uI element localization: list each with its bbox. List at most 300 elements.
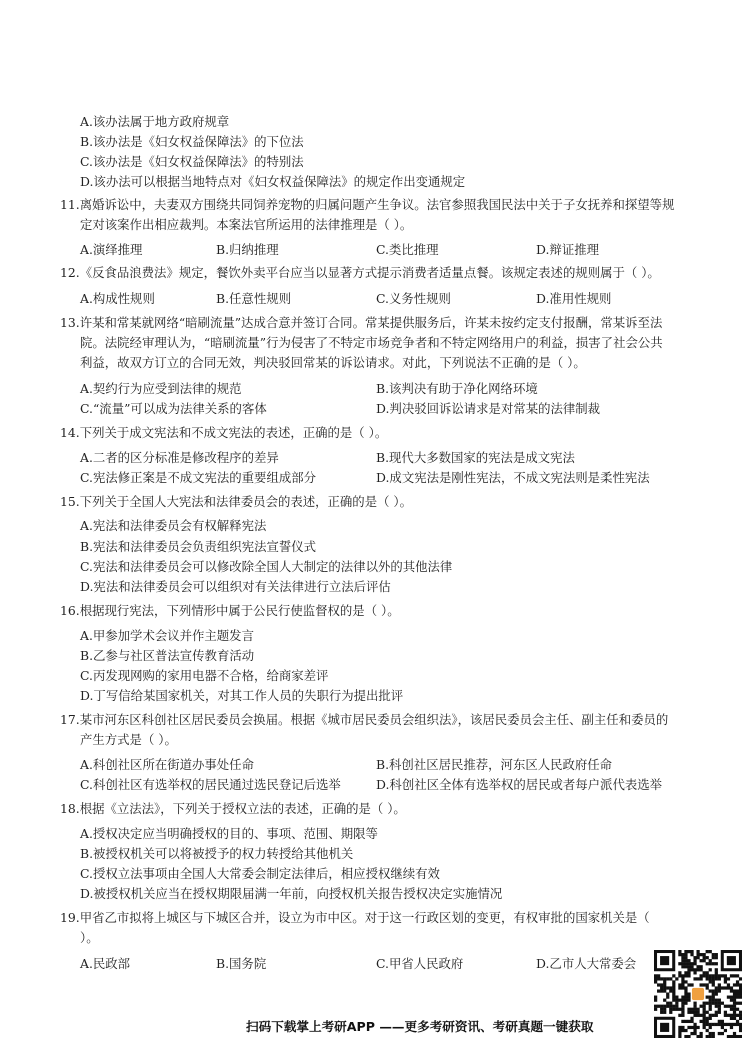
qr-module	[669, 989, 672, 992]
qr-module	[675, 1008, 678, 1011]
q19-stem-line2: ）。	[80, 930, 99, 945]
qr-module	[736, 996, 739, 999]
qr-module	[675, 996, 678, 999]
qr-module	[739, 1011, 742, 1014]
qr-module	[706, 974, 709, 977]
q16-option-d: D.丁写信给某国家机关，对其工作人员的失职行为提出批评	[80, 688, 404, 703]
qr-module	[703, 1005, 706, 1008]
qr-module	[706, 986, 709, 989]
qr-module	[672, 1008, 675, 1011]
q18-option-c: C.授权立法事项由全国人大常委会制定法律后，相应授权继续有效	[80, 866, 440, 881]
qr-module	[696, 950, 699, 953]
qr-module	[739, 983, 742, 986]
qr-module	[715, 1002, 718, 1005]
qr-module	[709, 1008, 712, 1011]
qr-module	[672, 989, 675, 992]
qr-module	[718, 986, 721, 989]
qr-module	[687, 992, 690, 995]
qr-module	[739, 1029, 742, 1032]
qr-module	[660, 1008, 663, 1011]
qr-module	[669, 1002, 672, 1005]
qr-module	[681, 999, 684, 1002]
q15-option-a: A.宪法和法律委员会有权解释宪法	[80, 518, 267, 533]
qr-module	[709, 977, 712, 980]
qr-module	[687, 1011, 690, 1014]
qr-module	[724, 974, 727, 977]
qr-module	[678, 1029, 681, 1032]
qr-module	[690, 1011, 693, 1014]
qr-module	[700, 1014, 703, 1017]
qr-module	[687, 1008, 690, 1011]
qr-module	[706, 996, 709, 999]
qr-module	[730, 1026, 733, 1029]
qr-module	[672, 986, 675, 989]
qr-module	[715, 1005, 718, 1008]
qr-module	[739, 1023, 742, 1026]
qr-module	[672, 974, 675, 977]
qr-module	[693, 1023, 696, 1026]
qr-module	[715, 999, 718, 1002]
qr-module	[681, 959, 684, 962]
qr-module	[730, 1017, 733, 1020]
qr-module	[681, 980, 684, 983]
qr-module	[693, 959, 696, 962]
download-app-footer: 扫码下载掌上考研APP ——更多考研资讯、考研真题一键获取	[246, 1019, 594, 1034]
qr-module	[693, 1029, 696, 1032]
qr-module	[693, 962, 696, 965]
qr-module	[727, 1035, 730, 1038]
qr-module	[678, 971, 681, 974]
qr-module	[724, 1029, 727, 1032]
qr-module	[654, 974, 657, 977]
qr-module	[693, 1011, 696, 1014]
qr-module	[681, 1005, 684, 1008]
qr-module	[693, 971, 696, 974]
qr-module	[687, 971, 690, 974]
q12-option-c: C.义务性规则	[376, 291, 451, 306]
q19-option-c: C.甲省人民政府	[376, 956, 464, 971]
qr-module	[696, 1008, 699, 1011]
qr-module	[687, 965, 690, 968]
qr-module	[690, 1017, 693, 1020]
qr-module	[718, 1008, 721, 1011]
qr-module	[669, 1008, 672, 1011]
q18-option-b: B.被授权机关可以将被授予的权力转授给其他机关	[80, 846, 354, 861]
qr-module	[733, 1014, 736, 1017]
qr-module	[681, 1002, 684, 1005]
qr-module	[709, 1005, 712, 1008]
qr-module	[663, 986, 666, 989]
qr-module	[663, 989, 666, 992]
qr-module	[736, 1020, 739, 1023]
qr-module	[715, 989, 718, 992]
qr-module	[736, 983, 739, 986]
qr-module	[681, 974, 684, 977]
q10-option-c: C.该办法是《妇女权益保障法》的特别法	[80, 154, 304, 169]
qr-module	[706, 1035, 709, 1038]
qr-module	[721, 1023, 724, 1026]
qr-module	[712, 962, 715, 965]
qr-module	[684, 953, 687, 956]
qr-module	[718, 1020, 721, 1023]
qr-module	[687, 1026, 690, 1029]
qr-module	[666, 992, 669, 995]
qr-module	[687, 962, 690, 965]
qr-module	[684, 965, 687, 968]
qr-module	[678, 953, 681, 956]
q13-stem-line3: 利益，故双方订立的合同无效，判决驳回常某的诉讼请求。对此，下列说法不正确的是（ ）。	[80, 355, 586, 370]
q13-stem-line2: 院。法院经审理认为，“暗刷流量”行为侵害了不特定市场竞争者和不特定网络用户的利益，损害了社会公共	[80, 335, 663, 350]
qr-module	[684, 956, 687, 959]
qr-module	[721, 974, 724, 977]
qr-module	[703, 1026, 706, 1029]
qr-module	[706, 1011, 709, 1014]
qr-module	[690, 1026, 693, 1029]
qr-module	[690, 953, 693, 956]
qr-module	[678, 1026, 681, 1029]
qr-module	[681, 1020, 684, 1023]
qr-module	[703, 1011, 706, 1014]
qr-module	[690, 962, 693, 965]
qr-module	[727, 1005, 730, 1008]
qr-module	[712, 992, 715, 995]
qr-module	[730, 1035, 733, 1038]
qr-module	[657, 983, 660, 986]
qr-module	[739, 1026, 742, 1029]
qr-module	[660, 983, 663, 986]
qr-module	[706, 956, 709, 959]
qr-module	[739, 989, 742, 992]
q11-stem-line2: 定对该案作出相应裁判。本案法官所运用的法律推理是（ ）。	[80, 217, 413, 232]
qr-module	[700, 983, 703, 986]
qr-module	[724, 1023, 727, 1026]
qr-module	[727, 983, 730, 986]
qr-module	[681, 1014, 684, 1017]
qr-module	[660, 1005, 663, 1008]
qr-module	[672, 980, 675, 983]
qr-module	[709, 1014, 712, 1017]
q17-option-b: B.科创社区居民推荐，河东区人民政府任命	[376, 757, 613, 772]
qr-module	[696, 1035, 699, 1038]
qr-module	[709, 989, 712, 992]
qr-module	[657, 974, 660, 977]
qr-module	[727, 996, 730, 999]
qr-module	[712, 974, 715, 977]
qr-module	[678, 962, 681, 965]
q16-option-b: B.乙参与社区普法宣传教育活动	[80, 648, 255, 663]
qr-module	[715, 974, 718, 977]
qr-module	[724, 1014, 727, 1017]
qr-module	[669, 986, 672, 989]
qr-module	[721, 1020, 724, 1023]
qr-module	[681, 996, 684, 999]
q19-option-a: A.民政部	[80, 956, 131, 971]
qr-module	[696, 1011, 699, 1014]
qr-module	[678, 986, 681, 989]
qr-module	[736, 980, 739, 983]
qr-module	[706, 983, 709, 986]
qr-module	[739, 1035, 742, 1038]
q14-option-a: A.二者的区分标准是修改程序的差异	[80, 450, 279, 465]
qr-module	[690, 983, 693, 986]
q19-option-d: D.乙市人大常委会	[536, 956, 637, 971]
qr-module	[736, 974, 739, 977]
q13-option-a: A.契约行为应受到法律的规范	[80, 381, 242, 396]
qr-module	[678, 1008, 681, 1011]
qr-module	[712, 1023, 715, 1026]
qr-module	[669, 977, 672, 980]
qr-module	[721, 986, 724, 989]
qr-module	[712, 983, 715, 986]
qr-module	[730, 986, 733, 989]
q12-option-d: D.准用性规则	[536, 291, 612, 306]
qr-module	[696, 977, 699, 980]
qr-module	[681, 1008, 684, 1011]
qr-module	[684, 992, 687, 995]
qr-module	[690, 950, 693, 953]
qr-module	[684, 1002, 687, 1005]
qr-module	[684, 971, 687, 974]
qr-module	[684, 980, 687, 983]
qr-module	[736, 1008, 739, 1011]
qr-module	[718, 1011, 721, 1014]
qr-finder	[660, 1023, 669, 1032]
qr-module	[663, 1011, 666, 1014]
qr-module	[700, 1035, 703, 1038]
qr-module	[672, 999, 675, 1002]
qr-finder	[660, 956, 669, 965]
qr-module	[684, 986, 687, 989]
qr-module	[696, 965, 699, 968]
qr-module	[678, 1032, 681, 1035]
qr-finder	[727, 956, 736, 965]
qr-module	[730, 974, 733, 977]
qr-module	[666, 977, 669, 980]
qr-module	[709, 980, 712, 983]
qr-module	[675, 977, 678, 980]
qr-module	[709, 968, 712, 971]
qr-module	[715, 1011, 718, 1014]
qr-module	[736, 1014, 739, 1017]
qr-module	[733, 999, 736, 1002]
qr-module	[700, 1005, 703, 1008]
qr-module	[654, 1005, 657, 1008]
qr-module	[696, 1026, 699, 1029]
qr-module	[733, 1035, 736, 1038]
qr-module	[693, 1026, 696, 1029]
qr-module	[739, 1014, 742, 1017]
qr-module	[721, 1002, 724, 1005]
qr-module	[681, 1029, 684, 1032]
q12-option-b: B.任意性规则	[216, 291, 291, 306]
qr-module	[666, 986, 669, 989]
qr-module	[733, 1011, 736, 1014]
q12-stem: 12.《反食品浪费法》规定，餐饮外卖平台应当以显著方式提示消费者适量点餐。该规定表述的规则属于（ ）。	[60, 265, 660, 280]
qr-module	[706, 977, 709, 980]
qr-module	[709, 962, 712, 965]
q18-stem: 18.根据《立法法》，下列关于授权立法的表述，正确的是（ ）。	[60, 801, 406, 816]
qr-module	[724, 980, 727, 983]
qr-module	[706, 1017, 709, 1020]
qr-module	[724, 1011, 727, 1014]
q13-option-d: D.判决驳回诉讼请求是对常某的法律制裁	[376, 401, 601, 416]
qr-module	[727, 986, 730, 989]
qr-module	[675, 1005, 678, 1008]
qr-module	[669, 1005, 672, 1008]
qr-module	[693, 1032, 696, 1035]
qr-module	[733, 1023, 736, 1026]
qr-module	[684, 1035, 687, 1038]
qr-module	[690, 965, 693, 968]
qr-module	[660, 977, 663, 980]
qr-module	[696, 956, 699, 959]
qr-module	[703, 959, 706, 962]
qr-module	[681, 1011, 684, 1014]
q14-option-b: B.现代大多数国家的宪法是成文宪法	[376, 450, 575, 465]
qr-module	[663, 977, 666, 980]
qr-module	[733, 1032, 736, 1035]
q11-option-a: A.演绎推理	[80, 242, 143, 257]
qr-module	[700, 1032, 703, 1035]
qr-module	[724, 1005, 727, 1008]
q13-option-b: B.该判决有助于净化网络环境	[376, 381, 538, 396]
qr-code-icon[interactable]	[654, 950, 742, 1038]
qr-module	[712, 996, 715, 999]
qr-module	[727, 977, 730, 980]
qr-module	[654, 999, 657, 1002]
qr-module	[703, 1002, 706, 1005]
qr-module	[700, 953, 703, 956]
q17-option-d: D.科创社区全体有选举权的居民或者每户派代表选举	[376, 777, 663, 792]
qr-module	[733, 1005, 736, 1008]
qr-module	[654, 1008, 657, 1011]
qr-module	[715, 962, 718, 965]
qr-module	[712, 989, 715, 992]
qr-module	[730, 1005, 733, 1008]
qr-module	[687, 1035, 690, 1038]
qr-module	[678, 983, 681, 986]
qr-module	[736, 1002, 739, 1005]
qr-module	[709, 959, 712, 962]
q15-stem: 15.下列关于全国人大宪法和法律委员会的表述，正确的是（ ）。	[60, 494, 412, 509]
qr-module	[687, 950, 690, 953]
q17-stem-line2: 产生方式是（ ）。	[80, 732, 177, 747]
qr-module	[663, 980, 666, 983]
qr-module	[678, 999, 681, 1002]
qr-module	[660, 989, 663, 992]
qr-module	[733, 974, 736, 977]
qr-module	[712, 956, 715, 959]
qr-module	[727, 1023, 730, 1026]
qr-module	[690, 968, 693, 971]
q13-stem-line1: 13.许某和常某就网络“暗刷流量”达成合意并签订合同。常某提供服务后，许某未按约定支付报酬，常某诉至法	[60, 315, 663, 330]
q12-option-a: A.构成性规则	[80, 291, 155, 306]
qr-module	[693, 1008, 696, 1011]
qr-module	[703, 974, 706, 977]
qr-module	[739, 986, 742, 989]
qr-module	[709, 996, 712, 999]
qr-module	[733, 989, 736, 992]
qr-module	[727, 1014, 730, 1017]
q16-option-a: A.甲参加学术会议并作主题发言	[80, 628, 254, 643]
q10-option-a: A.该办法属于地方政府规章	[80, 114, 230, 129]
qr-module	[706, 1002, 709, 1005]
q14-option-d: D.成文宪法是刚性宪法，不成文宪法则是柔性宪法	[376, 470, 650, 485]
qr-module	[703, 1014, 706, 1017]
qr-module	[712, 999, 715, 1002]
qr-module	[684, 1029, 687, 1032]
qr-module	[672, 983, 675, 986]
qr-module	[709, 1023, 712, 1026]
qr-module	[681, 1026, 684, 1029]
qr-module	[663, 983, 666, 986]
qr-module	[696, 1014, 699, 1017]
q15-option-c: C.宪法和法律委员会可以修改除全国人大制定的法律以外的其他法律	[80, 559, 453, 574]
qr-module	[706, 1020, 709, 1023]
qr-module	[712, 953, 715, 956]
qr-module	[681, 977, 684, 980]
qr-module	[730, 999, 733, 1002]
qr-module	[684, 1020, 687, 1023]
qr-module	[703, 1008, 706, 1011]
q10-option-b: B.该办法是《妇女权益保障法》的下位法	[80, 134, 304, 149]
qr-module	[663, 999, 666, 1002]
qr-module	[706, 950, 709, 953]
qr-module	[681, 962, 684, 965]
qr-module	[715, 968, 718, 971]
q10-option-d: D.该办法可以根据当地特点对《妇女权益保障法》的规定作出变通规定	[80, 174, 466, 189]
qr-module	[718, 977, 721, 980]
qr-module	[678, 950, 681, 953]
qr-module	[700, 977, 703, 980]
qr-module	[654, 980, 657, 983]
qr-module	[690, 1032, 693, 1035]
qr-module	[718, 989, 721, 992]
q18-option-a: A.授权决定应当明确授权的目的、事项、范围、期限等	[80, 826, 378, 841]
qr-module	[733, 1008, 736, 1011]
q17-option-c: C.科创社区有选举权的居民通过选民登记后选举	[80, 777, 341, 792]
qr-module	[712, 1035, 715, 1038]
qr-module	[733, 1017, 736, 1020]
qr-module	[700, 1020, 703, 1023]
qr-module	[678, 974, 681, 977]
qr-module	[693, 1014, 696, 1017]
qr-module	[730, 989, 733, 992]
qr-module	[687, 959, 690, 962]
qr-module	[666, 996, 669, 999]
qr-module	[730, 1023, 733, 1026]
qr-module	[669, 1011, 672, 1014]
q14-stem: 14.下列关于成文宪法和不成文宪法的表述，正确的是（ ）。	[60, 425, 388, 440]
qr-module	[693, 968, 696, 971]
qr-module	[739, 996, 742, 999]
qr-module	[693, 977, 696, 980]
qr-module	[733, 983, 736, 986]
qr-module	[736, 1023, 739, 1026]
qr-module	[709, 1002, 712, 1005]
qr-module	[663, 1005, 666, 1008]
qr-module	[718, 1032, 721, 1035]
qr-module	[684, 959, 687, 962]
q14-option-c: C.宪法修正案是不成文宪法的重要组成部分	[80, 470, 317, 485]
qr-module	[703, 1020, 706, 1023]
qr-module	[700, 968, 703, 971]
qr-module	[681, 953, 684, 956]
qr-module	[709, 1035, 712, 1038]
qr-module	[703, 983, 706, 986]
qr-module	[709, 950, 712, 953]
qr-module	[687, 983, 690, 986]
